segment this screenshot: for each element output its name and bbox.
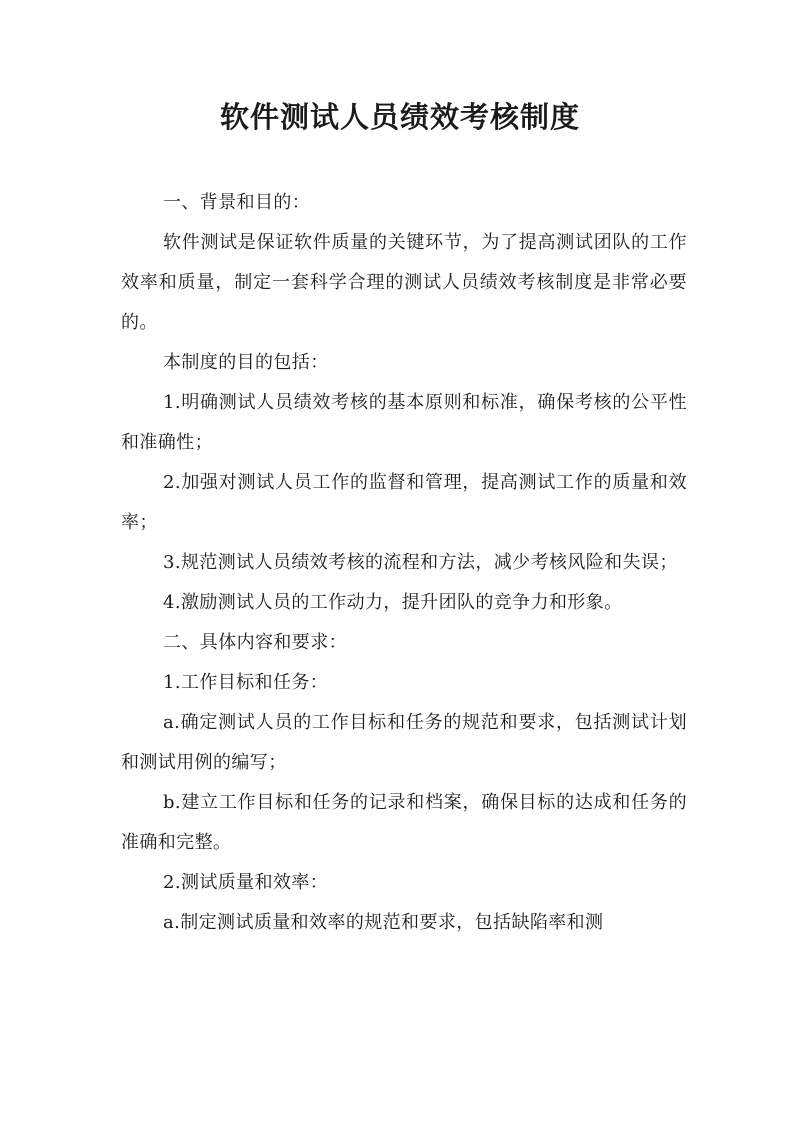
section-heading-content: 二、具体内容和要求：: [163, 632, 347, 653]
paragraph-intro: 软件测试是保证软件质量的关键环节，为了提高测试团队的工作效率和质量，制定一套科学合理的测试人员绩效考核制度是非常必要的。: [121, 232, 687, 333]
subsection-heading-goals: 1.工作目标和任务：: [163, 672, 329, 693]
document-title: 软件测试人员绩效考核制度: [219, 100, 580, 134]
list-item-goals-a: a.确定测试人员的工作目标和任务的规范和要求，包括测试计划和测试用例的编写；: [121, 712, 687, 773]
document-body: [121, 183, 687, 943]
list-item-purpose-2: 2.加强对测试人员工作的监督和管理，提高测试工作的质量和效率；: [121, 472, 687, 533]
list-item-purpose-4: 4.激励测试人员的工作动力，提升团队的竞争力和形象。: [163, 592, 623, 613]
list-item-purpose-1: 1.明确测试人员绩效考核的基本原则和标准，确保考核的公平性和准确性；: [121, 392, 687, 453]
subsection-heading-quality: 2.测试质量和效率：: [163, 872, 329, 893]
list-item-purpose-3: 3.规范测试人员绩效考核的流程和方法，减少考核风险和失误；: [163, 552, 678, 573]
section-heading-background: 一、背景和目的：: [163, 192, 311, 213]
list-item-goals-b: b.建立工作目标和任务的记录和档案，确保目标的达成和任务的准确和完整。: [121, 792, 687, 853]
paragraph-purpose-heading: 本制度的目的包括：: [163, 352, 329, 373]
list-item-quality-a: a.制定测试质量和效率的规范和要求，包括缺陷率和测: [163, 912, 604, 933]
